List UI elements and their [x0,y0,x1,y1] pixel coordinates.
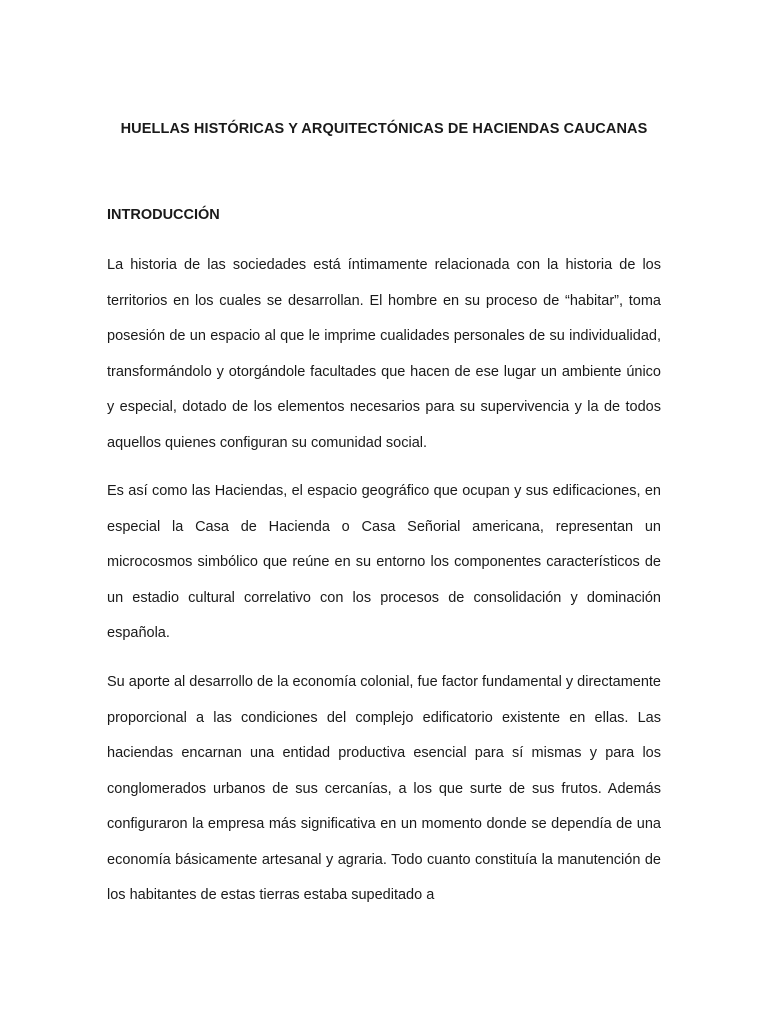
paragraph-3: Su aporte al desarrollo de la economía colonial, fue factor fundamental y directamente proporcional a las condiciones del complejo edificatorio existente en ellas. Las haciendas encarnan una entidad productiva esencial para sí mismas y para los conglomerados urbanos de sus cercanías, a los que surte de sus frutos. Además configuraron la empresa más significativa en un momento donde se dependía de una economía básicamente artesanal y agraria. Todo cuanto constituía la manutención de los habitantes de estas tierras estaba supeditado a [107,674,661,903]
document-title: HUELLAS HISTÓRICAS Y ARQUITECTÓNICAS DE HACIENDAS CAUCANAS [120,121,648,137]
paragraph-2: Es así como las Haciendas, el espacio geográfico que ocupan y sus edificaciones, en especial la Casa de Hacienda o Casa Señorial americana, representan un microcosmos simbólico que reúne en su entorno los componentes característicos de un estadio cultural correlativo con los procesos de consolidación y dominación española. [107,483,661,641]
section-heading-introduccion: INTRODUCCIÓN [107,207,220,223]
paragraph-1: La historia de las sociedades está íntimamente relacionada con la historia de los territorios en los cuales se desarrollan. El hombre en su proceso de “habitar”, toma posesión de un espacio al que le imprime cualidades personales de su individualidad, transformándolo y otorgándole facultades que hacen de ese lugar un ambiente único y especial, dotado de los elementos necesarios para su supervivencia y la de todos aquellos quienes configuran su comunidad social. [107,257,661,451]
